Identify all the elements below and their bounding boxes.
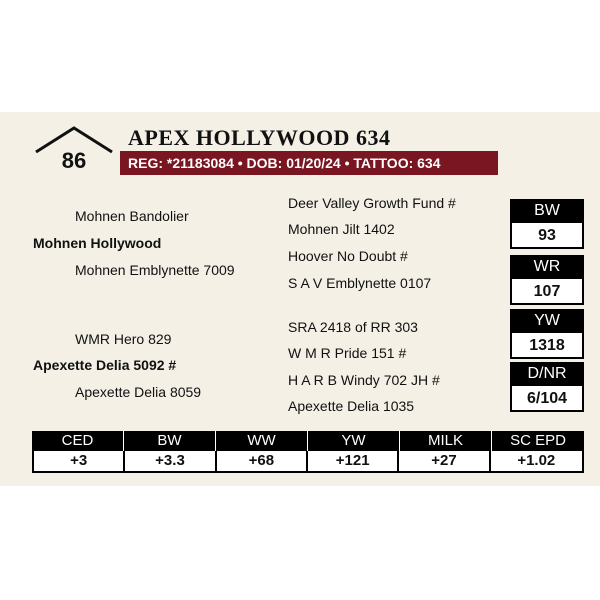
pedigree-sire: Mohnen Hollywood	[33, 235, 162, 251]
epd-header-milk: MILK	[400, 431, 492, 451]
actual-label: WR	[510, 255, 584, 279]
epd-value-bw: +3.3	[125, 451, 216, 471]
actual-bw-box	[510, 199, 584, 249]
epd-header-yw: YW	[308, 431, 400, 451]
pedigree-dam-dam: Apexette Delia 8059	[75, 384, 202, 400]
pedigree-sire-dam: Mohnen Emblynette 7009	[75, 262, 235, 278]
pedigree-dam-dam-sire: H A R B Windy 702 JH #	[288, 372, 440, 388]
actual-value: 1318	[510, 333, 584, 359]
epd-value-milk: +27	[399, 451, 490, 471]
pedigree-sire-sire: Mohnen Bandolier	[75, 208, 189, 224]
epd-value-row	[32, 451, 584, 473]
epd-table	[32, 431, 584, 473]
epd-value-ww: +68	[217, 451, 308, 471]
pedigree-dam-dam-dam: Apexette Delia 1035	[288, 398, 415, 414]
pedigree-sire-dam-sire: Hoover No Doubt #	[288, 248, 408, 264]
epd-value-ced: +3	[34, 451, 125, 471]
actual-wr-box	[510, 255, 584, 305]
actual-label: YW	[510, 309, 584, 333]
epd-value-sc: +1.02	[517, 452, 556, 469]
epd-header-row	[32, 431, 584, 451]
pedigree-dam-sire-sire: SRA 2418 of RR 303	[288, 319, 418, 335]
actual-label: D/NR	[510, 362, 584, 386]
registration-bar: REG: *21183084 • DOB: 01/20/24 • TATTOO: 634	[120, 151, 498, 175]
actual-value: 107	[510, 279, 584, 305]
pedigree-dam: Apexette Delia 5092 #	[33, 357, 177, 373]
actual-value: 6/104	[510, 386, 584, 412]
epd-header-ced: CED	[32, 431, 124, 451]
actual-yw-box	[510, 309, 584, 359]
actual-value: 93	[510, 223, 584, 249]
epd-value-yw: +121	[308, 451, 399, 471]
pedigree-dam-sire: WMR Hero 829	[75, 331, 172, 347]
actual-label: BW	[510, 199, 584, 223]
animal-name: APEX HOLLYWOOD 634	[128, 125, 391, 150]
pedigree-sire-dam-dam: S A V Emblynette 0107	[288, 275, 432, 291]
epd-header-sc: SC EPD	[510, 432, 566, 449]
pedigree-sire-sire-sire: Deer Valley Growth Fund #	[288, 195, 456, 211]
pedigree-sire-sire-dam: Mohnen Jilt 1402	[288, 221, 395, 237]
pedigree-dam-sire-dam: W M R Pride 151 #	[288, 345, 407, 361]
epd-header-ww: WW	[216, 431, 308, 451]
epd-header-bw: BW	[124, 431, 216, 451]
actual-dnr-box	[510, 362, 584, 412]
lot-number: 86	[61, 148, 87, 173]
